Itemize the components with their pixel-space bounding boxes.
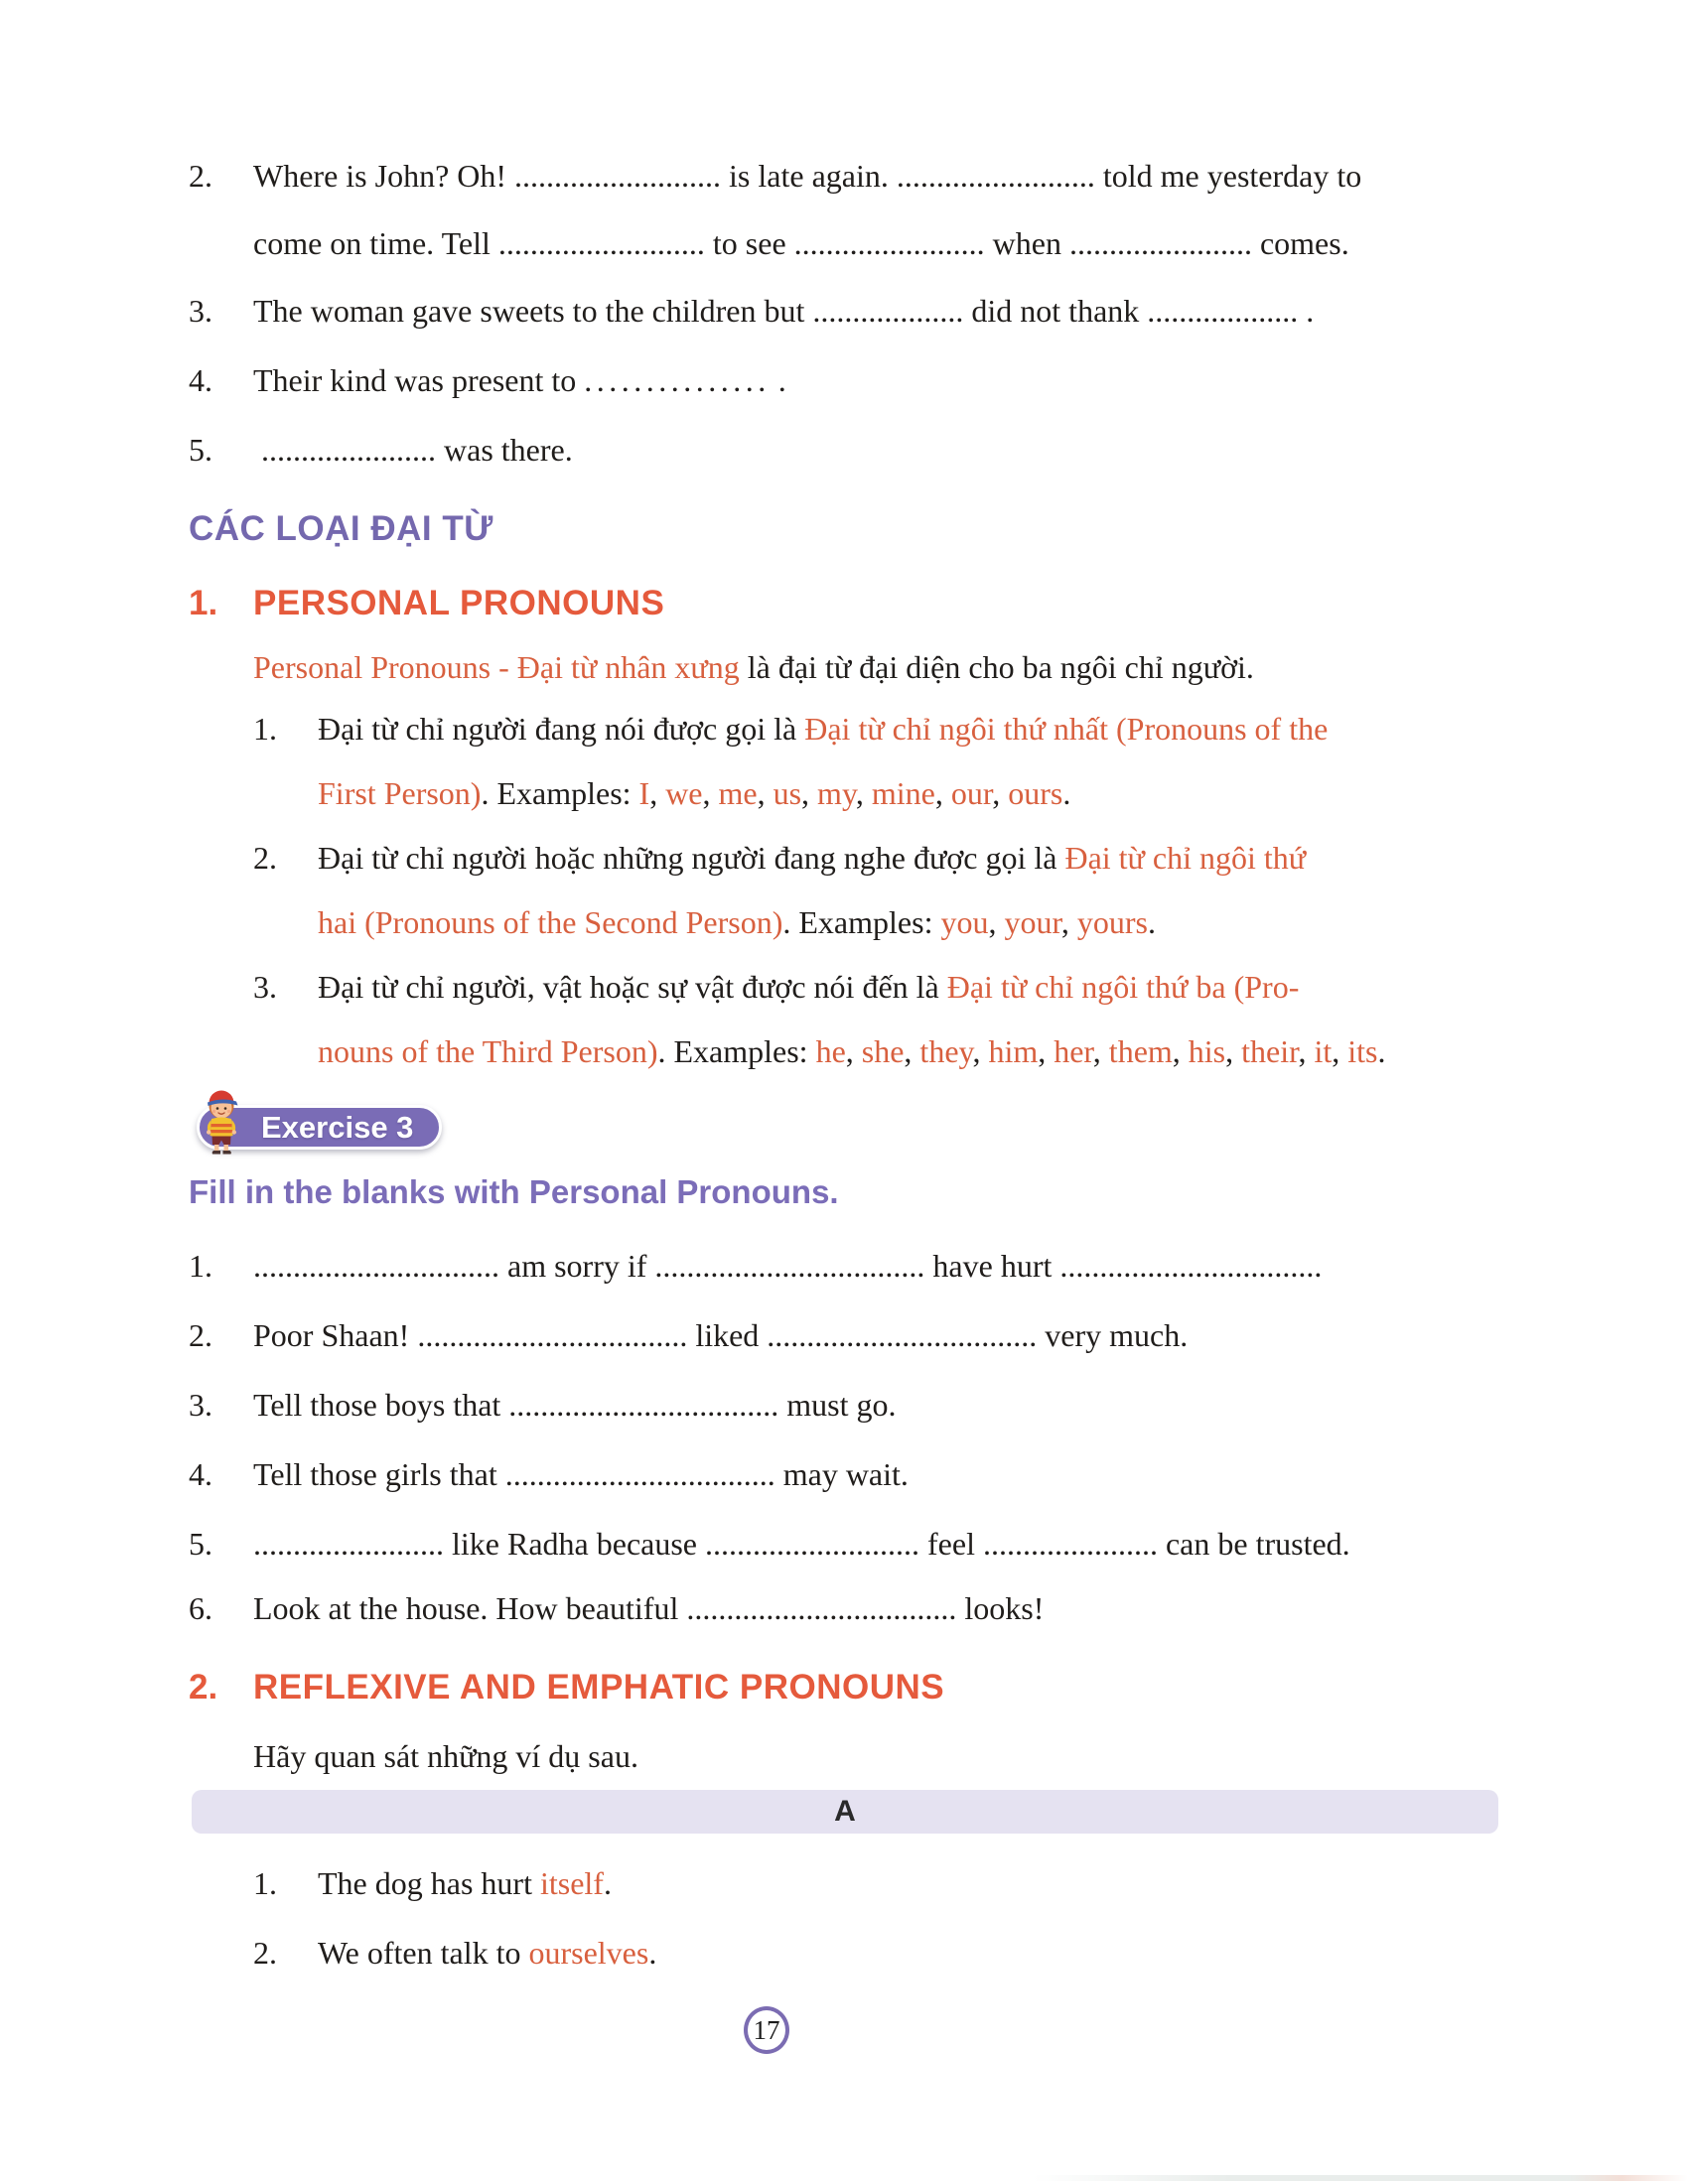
list-item	[189, 1455, 909, 1493]
item-text: ........................ like Radha because ........................... feel ...................... can be trusted.	[253, 1526, 1350, 1562]
page-number: 17	[753, 2014, 780, 2045]
page-number-badge	[744, 2006, 789, 2054]
item-number: 4.	[189, 362, 212, 398]
item-text: Look at the house. How beautiful .................................. looks!	[253, 1590, 1045, 1626]
section-heading: CÁC LOẠI ĐẠI TỪ	[189, 509, 493, 548]
list-item	[253, 968, 1299, 1006]
item-number: 2.	[253, 840, 277, 876]
heading-title: PERSONAL PRONOUNS	[253, 584, 665, 622]
list-item	[189, 157, 1361, 195]
item-text: Đại từ chỉ người, vật hoặc sự vật được nói đến là Đại từ chỉ ngôi thứ ba (Pro-	[318, 969, 1300, 1005]
item-text: ...................... was there.	[253, 432, 573, 468]
item-number: 4.	[189, 1456, 212, 1492]
list-item	[189, 1247, 1322, 1285]
item-number: 3.	[189, 1387, 212, 1423]
list-item	[189, 292, 1314, 330]
list-item	[253, 1934, 656, 1972]
intro-text: Personal Pronouns - Đại từ nhân xưng là đại từ đại diện cho ba ngôi chỉ người.	[253, 649, 1254, 685]
list-item-continuation	[318, 1032, 1386, 1070]
item-text: hai (Pronouns of the Second Person). Examples: you, your, yours.	[318, 904, 1156, 940]
item-number: 2.	[253, 1935, 277, 1971]
list-item	[189, 1316, 1188, 1354]
exercise-badge-label: Exercise 3	[261, 1109, 414, 1145]
item-text: Tell those boys that .................................. must go.	[253, 1387, 897, 1423]
item-number: 5.	[189, 1526, 212, 1562]
item-text: The dog has hurt itself.	[318, 1865, 612, 1901]
heading-number: 1.	[189, 584, 218, 622]
list-item	[189, 431, 573, 469]
heading-title: REFLEXIVE AND EMPHATIC PRONOUNS	[253, 1668, 945, 1706]
item-number: 5.	[189, 432, 212, 468]
item-text: Tell those girls that .................................. may wait.	[253, 1456, 909, 1492]
item-number: 1.	[253, 711, 277, 747]
list-item-continuation	[318, 903, 1156, 941]
intro-paragraph	[253, 648, 1254, 686]
item-text: ............................... am sorry if .................................. have hurt .................................	[253, 1248, 1323, 1284]
item-number: 1.	[253, 1865, 277, 1901]
list-item	[253, 710, 1328, 748]
intro-text: Hãy quan sát những ví dụ sau.	[253, 1738, 638, 1774]
list-item	[253, 839, 1306, 877]
list-item-continuation	[253, 224, 1349, 262]
item-number: 6.	[189, 1590, 212, 1626]
item-text: come on time. Tell .......................... to see ........................ when ....................... comes.	[253, 225, 1349, 261]
heading-number: 2.	[189, 1668, 218, 1706]
item-number: 3.	[253, 969, 277, 1005]
list-item	[189, 1525, 1350, 1563]
item-text: Đại từ chỉ người hoặc những người đang nghe được gọi là Đại từ chỉ ngôi thứ	[318, 840, 1307, 876]
list-item-continuation	[318, 774, 1070, 812]
subsection-heading	[189, 584, 664, 623]
item-text: Where is John? Oh! .......................... is late again. ......................... told me yesterday to	[253, 158, 1362, 194]
item-text: Poor Shaan! .................................. liked .................................. very much.	[253, 1317, 1189, 1353]
item-text: The woman gave sweets to the children but ................... did not thank ................... .	[253, 293, 1315, 329]
item-text: Đại từ chỉ người đang nói được gọi là Đại từ chỉ ngôi thứ nhất (Pronouns of the	[318, 711, 1329, 747]
item-number: 3.	[189, 293, 212, 329]
page-edge-shadow	[1033, 2175, 1688, 2181]
exercise-instruction: Fill in the blanks with Personal Pronouns.	[189, 1173, 839, 1210]
list-item	[189, 1589, 1044, 1627]
list-item	[189, 361, 786, 399]
example-panel-header	[192, 1790, 1498, 1834]
item-number: 2.	[189, 158, 212, 194]
example-panel-label: A	[834, 1795, 856, 1828]
item-text: Their kind was present to ............... .	[253, 362, 786, 398]
boy-student-icon	[196, 1088, 247, 1156]
item-text: We often talk to ourselves.	[318, 1935, 657, 1971]
item-text: nouns of the Third Person). Examples: he, she, they, him, her, them, his, their, it, its.	[318, 1033, 1386, 1069]
intro-paragraph	[253, 1737, 638, 1775]
item-number: 1.	[189, 1248, 212, 1284]
list-item	[253, 1864, 612, 1902]
item-number: 2.	[189, 1317, 212, 1353]
item-text: First Person). Examples: I, we, me, us, my, mine, our, ours.	[318, 775, 1071, 811]
list-item	[189, 1386, 897, 1424]
subsection-heading	[189, 1668, 944, 1707]
